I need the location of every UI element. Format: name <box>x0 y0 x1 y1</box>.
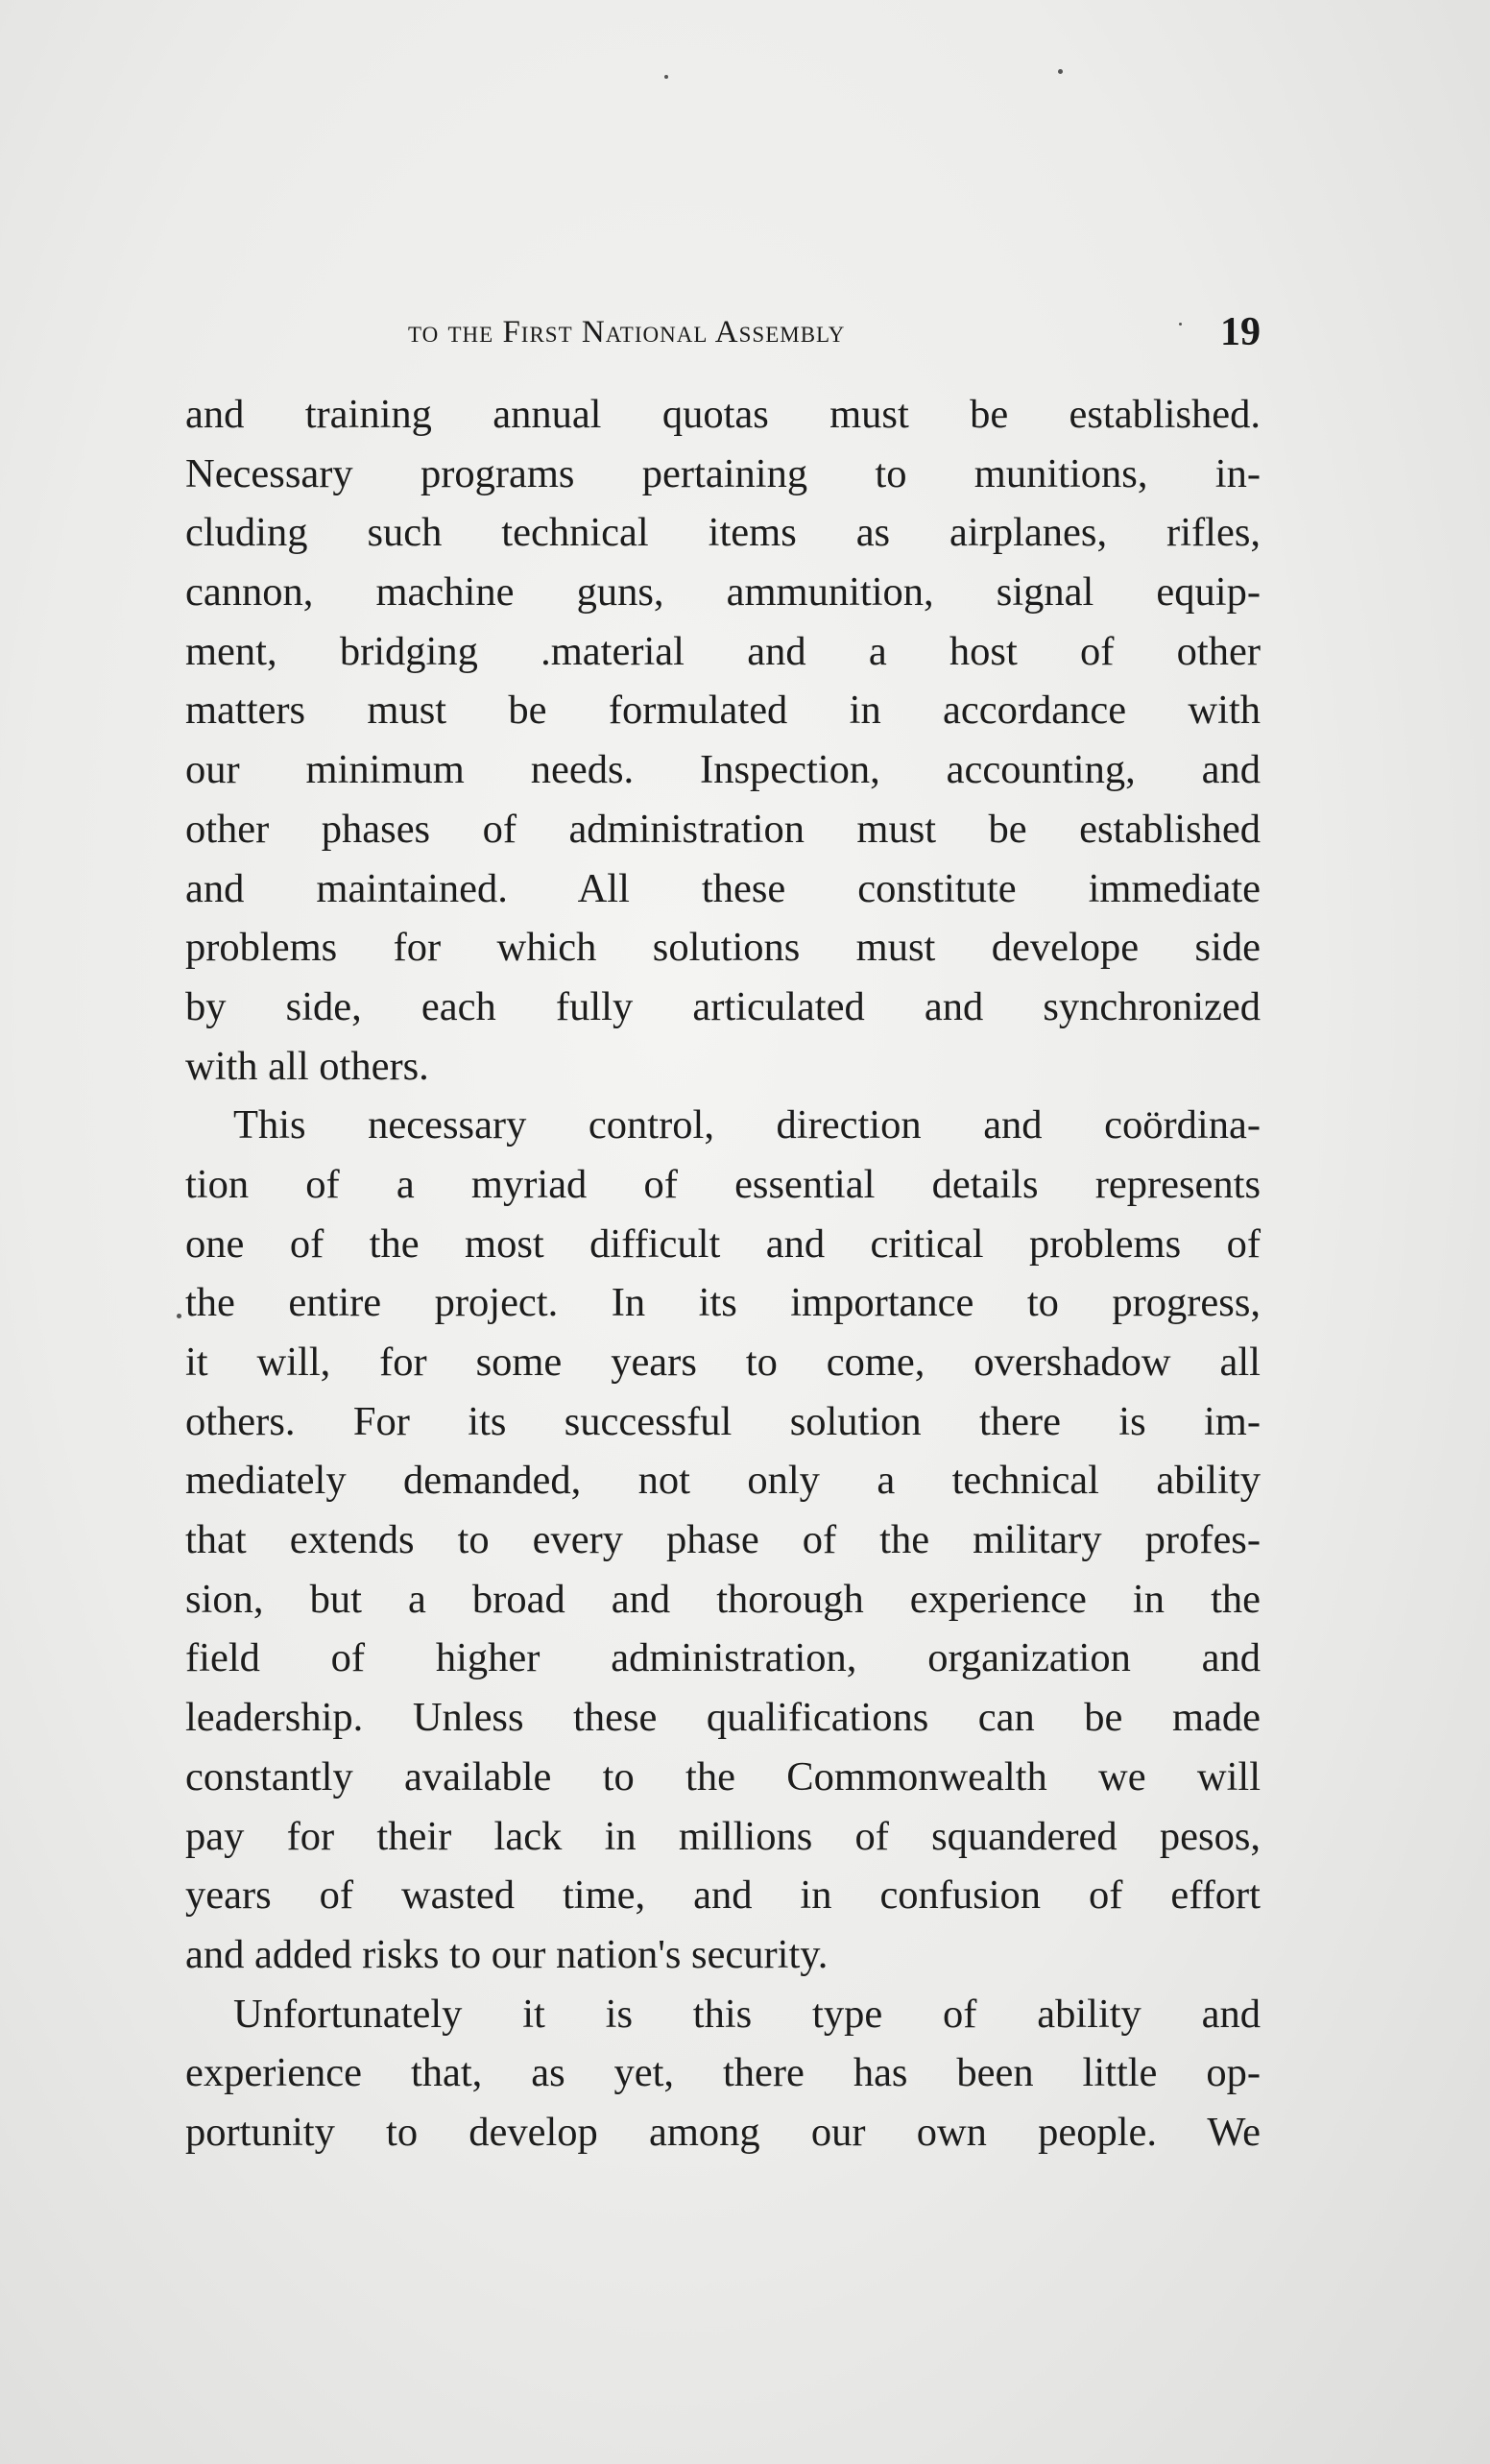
text-line: years of wasted time, and in confusion of effort <box>185 1872 1261 1919</box>
text-line: tion of a myriad of essential details represents <box>185 1161 1261 1207</box>
text-line: This necessary control, direction and coördina- <box>233 1102 1261 1148</box>
page-number: 19 <box>1220 310 1261 354</box>
text-line: Unfortunately it is this type of ability and <box>233 1991 1261 2037</box>
text-line: that extends to every phase of the military profes- <box>185 1517 1261 1563</box>
text-line: mediately demanded, not only a technical ability <box>185 1458 1261 1504</box>
text-line: cluding such technical items as airplanes, rifles, <box>185 510 1261 556</box>
text-line: leadership. Unless these qualifications can be made <box>185 1695 1261 1741</box>
text-line: and maintained. All these constitute immediate <box>185 865 1261 911</box>
text-line: other phases of administration must be established <box>185 806 1261 852</box>
running-head-title: to the First National Assembly <box>408 315 846 350</box>
text-line: cannon, machine guns, ammunition, signal equip- <box>185 569 1261 616</box>
text-line: one of the most difficult and critical problems of <box>185 1220 1261 1267</box>
text-line: constantly available to the Commonwealth we will <box>185 1753 1261 1800</box>
text-line: by side, each fully articulated and synchronized <box>185 983 1261 1029</box>
text-line: portunity to develop among our own people. We <box>185 2109 1261 2155</box>
text-line: others. For its successful solution there is im- <box>185 1398 1261 1444</box>
text-line: our minimum needs. Inspection, accounting, and <box>185 747 1261 793</box>
text-line: and training annual quotas must be established. <box>185 392 1261 437</box>
text-line: it will, for some years to come, overshadow all <box>185 1340 1261 1385</box>
text-line: pay for their lack in millions of squandered pesos, <box>185 1813 1261 1859</box>
text-line: with all others. <box>185 1043 429 1089</box>
text-line: the entire project. In its importance to progress, <box>185 1280 1261 1326</box>
text-line: matters must be formulated in accordance with <box>185 688 1261 734</box>
text-line: Necessary programs pertaining to munitions, in- <box>185 450 1261 496</box>
text-line: sion, but a broad and thorough experience in the <box>185 1576 1261 1622</box>
text-line: problems for which solutions must develope side <box>185 925 1261 971</box>
text-line: and added risks to our nation's security. <box>185 1931 829 1977</box>
text-line: ment, bridging .material and a host of other <box>185 628 1261 674</box>
text-line: experience that, as yet, there has been little op- <box>185 2050 1261 2096</box>
running-head <box>185 309 1261 367</box>
body-text <box>185 385 1261 2162</box>
text-line: field of higher administration, organization and <box>185 1635 1261 1681</box>
